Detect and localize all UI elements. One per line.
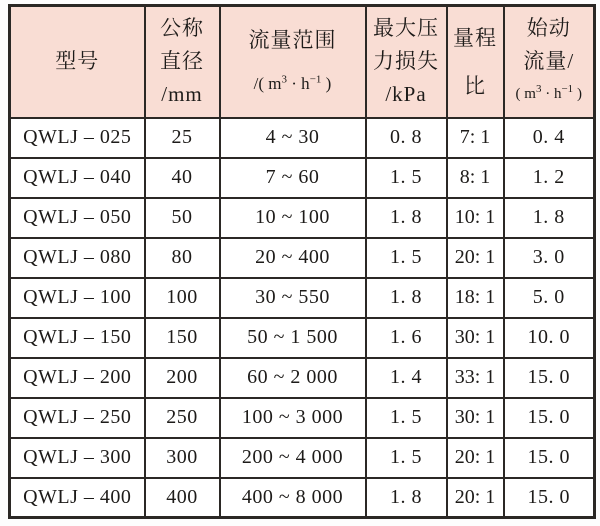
cell-turndown-ratio: 8: 1 bbox=[447, 158, 504, 198]
table-row bbox=[10, 478, 595, 518]
table-row bbox=[10, 198, 595, 238]
cell-pressure-loss: 1. 8 bbox=[366, 478, 447, 518]
unit-superscript: 3 bbox=[535, 83, 542, 96]
cell-pressure-loss: 0. 8 bbox=[366, 118, 447, 158]
header-line: 始动 bbox=[526, 16, 571, 41]
cell-flow-range: 4 ~ 30 bbox=[220, 118, 366, 158]
cell-starting-flow: 3. 0 bbox=[504, 238, 595, 278]
cell-turndown-ratio: 30: 1 bbox=[447, 318, 504, 358]
table-header bbox=[10, 6, 595, 118]
cell-flow-range: 7 ~ 60 bbox=[220, 158, 366, 198]
cell-model: QWLJ – 250 bbox=[10, 398, 145, 438]
cell-pressure-loss: 1. 8 bbox=[366, 278, 447, 318]
header-starting-flow bbox=[504, 6, 595, 118]
cell-flow-range: 30 ~ 550 bbox=[220, 278, 366, 318]
cell-model: QWLJ – 025 bbox=[10, 118, 145, 158]
cell-flow-range: 100 ~ 3 000 bbox=[220, 398, 366, 438]
cell-flow-range: 400 ~ 8 000 bbox=[220, 478, 366, 518]
cell-starting-flow: 0. 4 bbox=[504, 118, 595, 158]
cell-pressure-loss: 1. 5 bbox=[366, 398, 447, 438]
table-row bbox=[10, 158, 595, 198]
header-line: 流量/ bbox=[523, 49, 575, 74]
header-model-label: 型号 bbox=[55, 49, 100, 74]
cell-flow-range: 20 ~ 400 bbox=[220, 238, 366, 278]
table-row bbox=[10, 398, 595, 438]
cell-starting-flow: 15. 0 bbox=[504, 398, 595, 438]
header-max-pressure-loss bbox=[366, 6, 447, 118]
cell-model: QWLJ – 100 bbox=[10, 278, 145, 318]
header-nominal-diameter bbox=[145, 6, 220, 118]
header-row bbox=[10, 6, 595, 118]
cell-diameter: 150 bbox=[145, 318, 220, 358]
cell-model: QWLJ – 040 bbox=[10, 158, 145, 198]
table-row bbox=[10, 438, 595, 478]
header-line: 力损失 bbox=[373, 49, 439, 74]
header-line: /kPa bbox=[385, 82, 427, 107]
header-flow-range bbox=[220, 6, 366, 118]
cell-diameter: 100 bbox=[145, 278, 220, 318]
cell-pressure-loss: 1. 5 bbox=[366, 238, 447, 278]
cell-diameter: 40 bbox=[145, 158, 220, 198]
cell-starting-flow: 15. 0 bbox=[504, 478, 595, 518]
table-row bbox=[10, 278, 595, 318]
header-model bbox=[10, 6, 145, 118]
starting-flow-unit bbox=[505, 78, 594, 111]
cell-diameter: 80 bbox=[145, 238, 220, 278]
cell-flow-range: 200 ~ 4 000 bbox=[220, 438, 366, 478]
header-line: 量程 bbox=[453, 25, 497, 50]
cell-starting-flow: 15. 0 bbox=[504, 438, 595, 478]
cell-diameter: 200 bbox=[145, 358, 220, 398]
cell-model: QWLJ – 300 bbox=[10, 438, 145, 478]
table-row bbox=[10, 358, 595, 398]
cell-model: QWLJ – 050 bbox=[10, 198, 145, 238]
table-row bbox=[10, 318, 595, 358]
cell-turndown-ratio: 20: 1 bbox=[447, 478, 504, 518]
cell-pressure-loss: 1. 6 bbox=[366, 318, 447, 358]
cell-flow-range: 60 ~ 2 000 bbox=[220, 358, 366, 398]
cell-starting-flow: 1. 8 bbox=[504, 198, 595, 238]
cell-starting-flow: 1. 2 bbox=[504, 158, 595, 198]
flowmeter-spec-table bbox=[8, 4, 596, 519]
cell-turndown-ratio: 10: 1 bbox=[447, 198, 504, 238]
cell-starting-flow: 15. 0 bbox=[504, 358, 595, 398]
cell-turndown-ratio: 20: 1 bbox=[447, 238, 504, 278]
unit-text: /( m bbox=[253, 73, 282, 93]
table-body bbox=[10, 118, 595, 518]
cell-turndown-ratio: 20: 1 bbox=[447, 438, 504, 478]
cell-turndown-ratio: 30: 1 bbox=[447, 398, 504, 438]
unit-text: ( m bbox=[515, 86, 536, 103]
cell-diameter: 50 bbox=[145, 198, 220, 238]
cell-diameter: 25 bbox=[145, 118, 220, 158]
header-turndown-ratio bbox=[447, 6, 504, 118]
unit-superscript: 3 bbox=[281, 73, 288, 86]
cell-pressure-loss: 1. 8 bbox=[366, 198, 447, 238]
header-line: 比 bbox=[464, 73, 486, 98]
cell-pressure-loss: 1. 5 bbox=[366, 158, 447, 198]
cell-model: QWLJ – 400 bbox=[10, 478, 145, 518]
unit-text: · h bbox=[287, 73, 310, 93]
unit-text: ) bbox=[573, 86, 582, 103]
unit-text: · h bbox=[541, 86, 562, 103]
unit-superscript: −1 bbox=[309, 73, 322, 86]
header-line: 公称 bbox=[160, 16, 204, 41]
cell-starting-flow: 5. 0 bbox=[504, 278, 595, 318]
header-line: /mm bbox=[161, 82, 203, 107]
cell-turndown-ratio: 7: 1 bbox=[447, 118, 504, 158]
cell-model: QWLJ – 150 bbox=[10, 318, 145, 358]
cell-turndown-ratio: 18: 1 bbox=[447, 278, 504, 318]
header-line: 流量范围 bbox=[248, 27, 337, 52]
cell-pressure-loss: 1. 5 bbox=[366, 438, 447, 478]
flow-range-unit bbox=[221, 62, 365, 106]
table-row bbox=[10, 238, 595, 278]
header-line: 直径 bbox=[160, 49, 204, 74]
cell-starting-flow: 10. 0 bbox=[504, 318, 595, 358]
header-line: 最大压 bbox=[373, 16, 439, 41]
cell-diameter: 300 bbox=[145, 438, 220, 478]
unit-text: ) bbox=[321, 73, 332, 93]
cell-pressure-loss: 1. 4 bbox=[366, 358, 447, 398]
unit-superscript: −1 bbox=[561, 83, 574, 96]
cell-diameter: 400 bbox=[145, 478, 220, 518]
cell-turndown-ratio: 33: 1 bbox=[447, 358, 504, 398]
cell-flow-range: 50 ~ 1 500 bbox=[220, 318, 366, 358]
cell-diameter: 250 bbox=[145, 398, 220, 438]
table-row bbox=[10, 118, 595, 158]
cell-model: QWLJ – 080 bbox=[10, 238, 145, 278]
cell-model: QWLJ – 200 bbox=[10, 358, 145, 398]
cell-flow-range: 10 ~ 100 bbox=[220, 198, 366, 238]
